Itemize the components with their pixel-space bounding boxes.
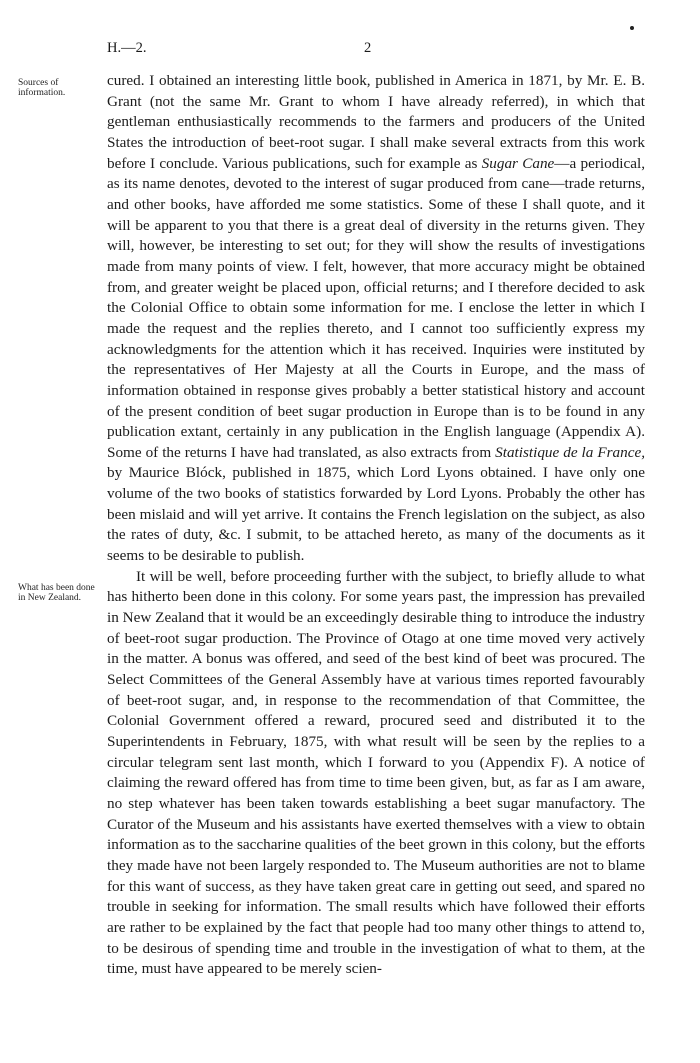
corner-dot [630,26,634,30]
paragraph-text: cured. I obtained an interesting little book, published in America in 1871, by Mr. E. B. Grant (not the same Mr. Grant to whom I have already referred), in which that gentleman enthusiastically recommends to the farmers and producers of the United States the introduction of beet-root sugar. I shall make several extracts from this work before I conclude. Various publications, such for example as [107,72,645,172]
margin-note-new-zealand: What has been done in New Zealand. [18,583,95,603]
paragraph-text: —a periodical, as its name denotes, devoted to the interest of sugar produced from cane—trade returns, and other books, have afforded me some statistics. Some of these I shall quote, and it will be apparent to you that there is a great deal of diversity in the returns given. They will, however, be interesting to set out; for they will show the results of investigations made from many points of view. I felt, however, that more accuracy might be obtained from, and greater weight be placed upon, official returns; and I therefore decided to ask the Colonial Office to obtain some information for me. I enclose the letter in which I made the request and the replies thereto, and I cannot too sufficiently express my acknowledgments for the attention which it has received. Inquiries were instituted by the representatives of Her Majesty at all the Courts in Europe, and the mass of information obtained in response gives probably a better statistical history and account of the present condition of beet sugar production in Europe than is to be found in any publication extant, certainly in any publication in the English language (Appendix A). Some of the returns I have had translated, as also extracts from [107,154,646,461]
page-number: 2 [364,40,372,56]
paragraph-sources [107,71,645,567]
document-reference: H.—2. [107,40,147,56]
page-header [107,40,647,64]
paragraph-text: It will be well, before proceeding further with the subject, to briefly allude to what has hitherto been done in this colony. For some years past, the impression has prevailed in New Zealand that it would be an exceedingly desirable thing to introduce the industry of beet-root sugar production. The Province of Otago at one time moved very actively in the matter. A bonus was offered, and seed of the best kind of beet was procured. The Select Committees of the General Assembly have at various times reported favourably of beet-root sugar, and, in response to the recommendation of that Committee, the Colonial Government offered a reward, procured seed and distributed it to the Superintendents in February, 1875, with what result will be seen by the replies to a circular telegram sent last month, which I forward to you (Appendix F). A notice of claiming the reward offered has from time to time been given, but, as far as I am aware, no step whatever has been taken towards establishing a beet sugar manufactory. The Curator of the Museum and his assistants have exerted themselves with a view to obtain information as to the saccharine qualities of the beet grown in this colony, but the efforts they made have not been largely responded to. The Museum authorities are not to blame for this want of success, as they have taken great care in getting out seed, and spared no trouble in seeking for information. The small results which have followed their efforts are rather to be explained by the fact that people had too many other things to attend to, to be desirous of spending time and trouble in the investigation of what to them, at the time, must have appeared to be merely scien- [107,567,645,978]
margin-note-sources: Sources of information. [18,78,66,98]
paragraph-new-zealand [107,567,645,980]
italic-title: Sugar Cane [481,154,555,172]
italic-title: Statistique de la France, [495,443,645,461]
paragraph-text: by Maurice Blóck, published in 1875, which Lord Lyons obtained. I have only one volume of the two books of statistics forwarded by Lord Lyons. Probably the other has been mislaid and will yet arrive. It contains the French legislation on the subject, as also the rates of duty, &c. I submit, to be attached hereto, as many of the documents as it seems to be desirable to publish. [107,464,645,565]
body-text [107,71,645,980]
